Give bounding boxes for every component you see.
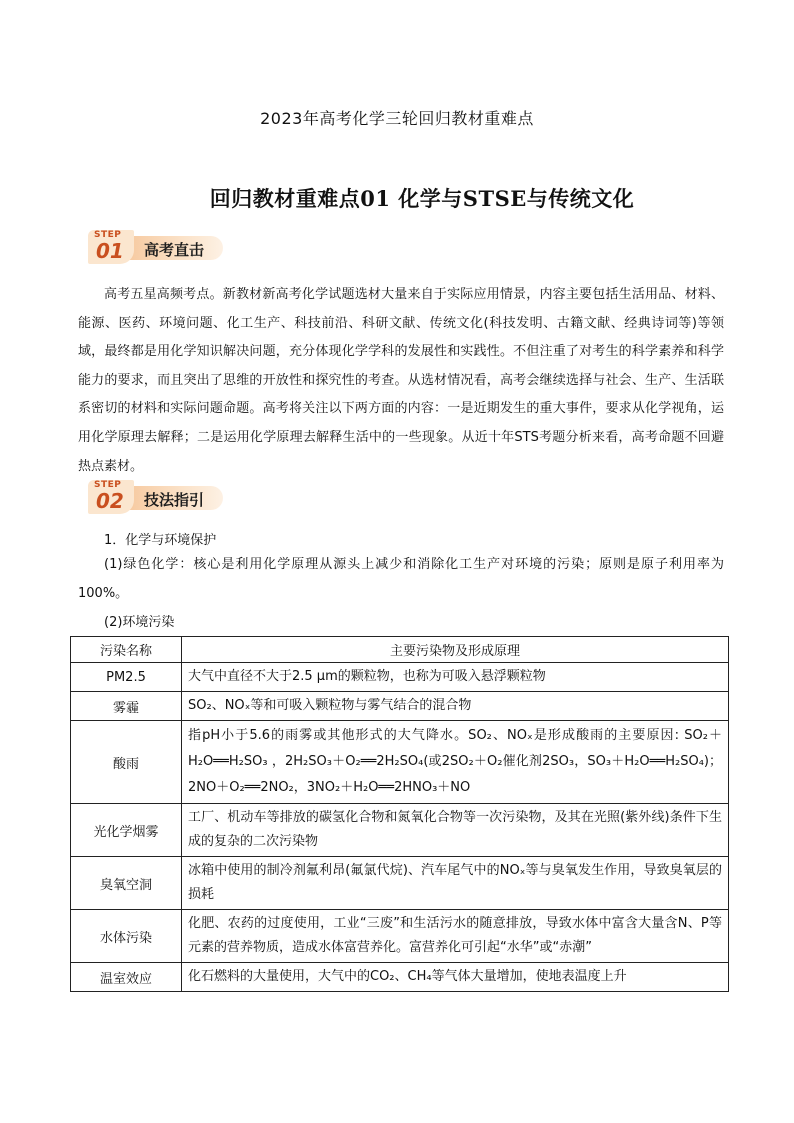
pollution-name: 水体污染	[71, 910, 182, 963]
table-row	[71, 857, 729, 910]
pollution-description: 化肥、农药的过度使用，工业“三废”和生活污水的随意排放，导致水体中富含大量含N、P等元素的营养物质，造成水体富营养化。富营养化可引起“水华”或“赤潮”	[182, 910, 729, 963]
step-01-title: 高考直击	[144, 241, 205, 259]
table-row	[71, 721, 729, 804]
pollution-description: 冰箱中使用的制冷剂氟利昂(氟氯代烷)、汽车尾气中的NOₓ等与臭氧发生作用，导致臭氧层的损耗	[182, 857, 729, 910]
step-02-title: 技法指引	[144, 491, 205, 509]
pollution-description: 工厂、机动车等排放的碳氢化合物和氮氧化合物等一次污染物，及其在光照(紫外线)条件下生成的复杂的二次污染物	[182, 804, 729, 857]
table-row	[71, 910, 729, 963]
step-01-bar	[122, 236, 223, 260]
table-row	[71, 804, 729, 857]
pollution-description: 大气中直径不大于2.5 μm的颗粒物，也称为可吸入悬浮颗粒物	[182, 663, 729, 692]
table-header-row	[71, 637, 729, 663]
pollution-name: 酸雨	[71, 721, 182, 804]
pollution-name: 光化学烟雾	[71, 804, 182, 857]
section-heading: 1．化学与环境保护	[104, 533, 217, 548]
pollution-description: SO₂、NOₓ等和可吸入颗粒物与雾气结合的混合物	[182, 692, 729, 721]
page-title: 回归教材重难点01 化学与STSE与传统文化	[209, 186, 635, 211]
document-subtitle: 2023年高考化学三轮回归教材重难点	[260, 109, 534, 128]
step-02-bar	[122, 486, 223, 510]
pollution-name: 温室效应	[71, 963, 182, 992]
column-header: 主要污染物及形成原理	[182, 637, 729, 663]
pollution-description: 化石燃料的大量使用，大气中的CO₂、CH₄等气体大量增加，使地表温度上升	[182, 963, 729, 992]
pollution-description: 指pH小于5.6的雨雾或其他形式的大气降水。SO₂、NOₓ是形成酸雨的主要原因: SO₂＋H₂O══H₂SO₃ ，2H₂SO₃＋O₂══2H₂SO₄(或2SO₂＋O₂催化剂2SO₃，SO₃＋H₂O══H₂SO₄)；2NO＋O₂══2NO₂，3NO₂＋H₂O══2HNO₃＋NO	[182, 721, 729, 804]
step-02-banner	[88, 480, 223, 514]
pollution-name: 雾霾	[71, 692, 182, 721]
table-row	[71, 963, 729, 992]
step-label: STEP	[94, 480, 122, 490]
column-header: 污染名称	[71, 637, 182, 663]
step-01-badge	[88, 230, 134, 264]
intro-paragraph: 高考五星高频考点。新教材新高考化学试题选材大量来自于实际应用情景，内容主要包括生活用品、材料、能源、医药、环境问题、化工生产、科技前沿、科研文献、传统文化(科技发明、古籍文献、经典诗词等)等领域，最终都是用化学知识解决问题，充分体现化学学科的发展性和实践性。不但注重了对考生的科学素养和科学能力的要求，而且突出了思维的开放性和探究性的考查。从选材情况看，高考会继续选择与社会、生产、生活联系密切的材料和实际问题命题。高考将关注以下两方面的内容：一是近期发生的重大事件，要求从化学视角，运用化学原理去解释；二是运用化学原理去解释生活中的一些现象。从近十年STS考题分析来看，高考命题不回避热点素材。	[78, 287, 724, 474]
pollution-heading: (2)环境污染	[104, 615, 175, 630]
pollution-table	[70, 636, 729, 992]
pollution-name: 臭氧空洞	[71, 857, 182, 910]
pollution-name: PM2.5	[71, 663, 182, 692]
step-number: 02	[96, 489, 124, 513]
step-01-banner	[88, 230, 223, 264]
table-row	[71, 663, 729, 692]
step-number: 01	[96, 239, 124, 263]
green-chemistry-paragraph: (1)绿色化学：核心是利用化学原理从源头上减少和消除化工生产对环境的污染；原则是原子利用率为100%。	[78, 557, 724, 601]
table-row	[71, 692, 729, 721]
step-02-badge	[88, 480, 134, 514]
step-label: STEP	[94, 230, 122, 240]
